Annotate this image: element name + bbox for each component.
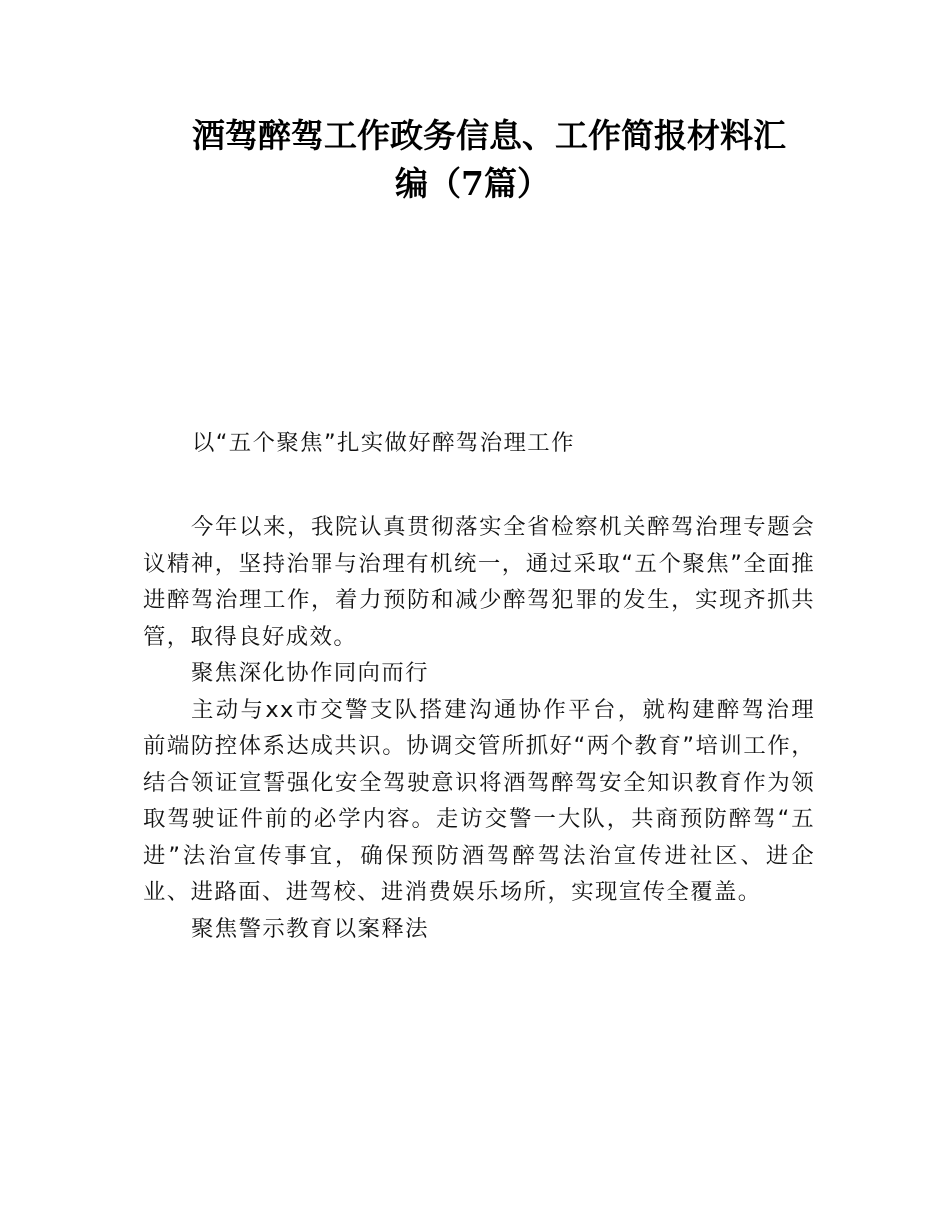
intro-paragraph: 今年以来，我院认真贯彻落实全省检察机关醉驾治理专题会议精神，坚持治罪与治理有机统一，通过采取“五个聚焦”全面推进醉驾治理工作，着力预防和减少醉驾犯罪的发生，实现齐抓共管，取得良好成效。 — [143, 514, 815, 650]
section-1-paragraph: 主动与xx市交警支队搭建沟通协作平台，就构建醉驾治理前端防控体系达成共识。协调交管所抓好“两个教育”培训工作，结合领证宣誓强化安全驾驶意识将酒驾醉驾安全知识教育作为领取驾驶证件前的必学内容。走访交警一大队，共商预防醉驾“五进”法治宣传事宜，确保预防酒驾醉驾法治宣传进社区、进企业、进路面、进驾校、进消费娱乐场所，实现宣传全覆盖。 — [143, 696, 815, 905]
title-line-2: 编（7篇） — [395, 164, 550, 203]
title-line-1: 酒驾醉驾工作政务信息、工作简报材料汇 — [192, 116, 786, 155]
section-heading-2: 聚焦警示教育以案释法 — [191, 915, 429, 942]
article-subtitle: 以“五个聚焦”扎实做好醉驾治理工作 — [192, 430, 575, 456]
document-title — [150, 112, 850, 208]
article-body — [143, 509, 815, 947]
section-heading-1: 聚焦深化协作同向而行 — [191, 660, 429, 686]
